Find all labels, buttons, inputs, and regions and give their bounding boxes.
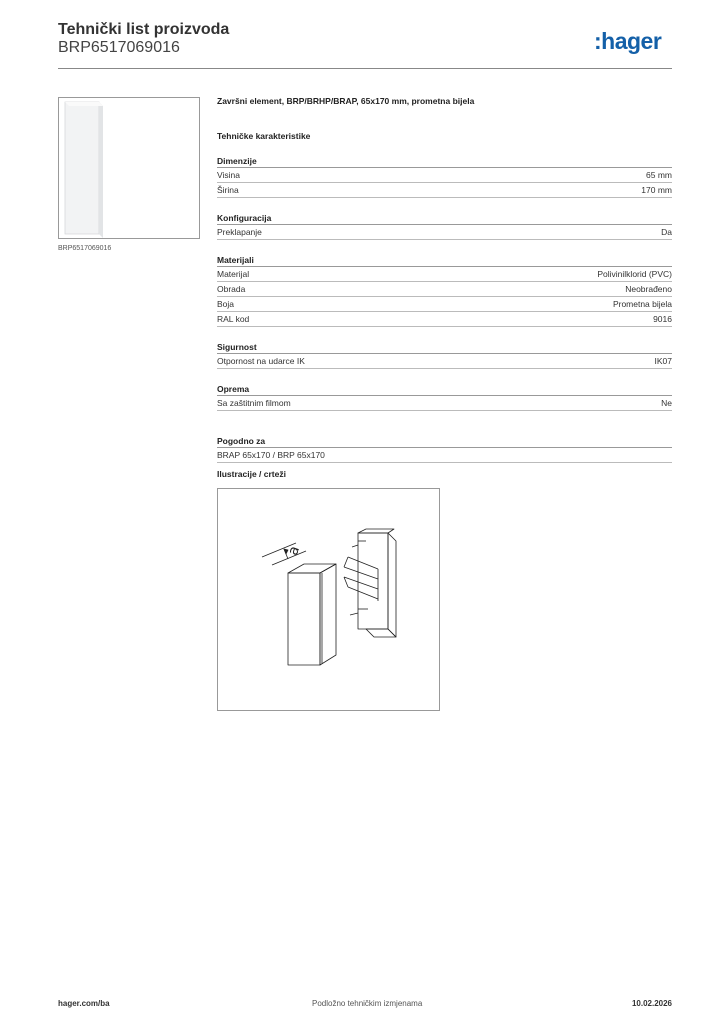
footer-date: 10.02.2026 [631, 999, 672, 1008]
dimension-label: a [285, 543, 304, 558]
footer-notice: Podložno tehničkim izmjenama [312, 999, 423, 1008]
group-heading: Pogodno za [217, 435, 672, 448]
spec-group-configuration [217, 212, 672, 240]
spec-row: RAL kod 9016 [217, 312, 672, 327]
spec-row: Preklapanje Da [217, 225, 672, 240]
product-code: BRP6517069016 [58, 39, 180, 56]
hager-logo: :hager [594, 28, 662, 54]
group-heading: Sigurnost [217, 341, 672, 354]
spec-group-dimensions [217, 155, 672, 198]
end-cap-image [59, 98, 199, 238]
spec-row: Širina 170 mm [217, 183, 672, 198]
spec-row: Otpornost na udarce IK IK07 [217, 354, 672, 369]
end-cap-back [358, 533, 388, 629]
spec-group-materials [217, 254, 672, 327]
technical-drawing [218, 489, 439, 710]
product-thumbnail [58, 97, 200, 239]
spec-group-safety [217, 341, 672, 369]
spec-column [217, 96, 672, 463]
footer-website[interactable]: hager.com/ba [58, 999, 110, 1008]
spec-row: Obrada Neobrađeno [217, 282, 672, 297]
spec-row: Boja Prometna bijela [217, 297, 672, 312]
document-title: Tehnički list proizvoda [58, 21, 230, 38]
group-heading: Oprema [217, 383, 672, 396]
illustration-frame [217, 488, 440, 711]
spec-group-equipment [217, 383, 672, 411]
spec-row: Sa zaštitnim filmom Ne [217, 396, 672, 411]
tech-features-heading: Tehničke karakteristike [217, 131, 311, 141]
group-heading: Materijali [217, 254, 672, 267]
end-cap-front [288, 573, 320, 665]
header-divider [58, 68, 672, 69]
group-heading: Dimenzije [217, 155, 672, 168]
thumbnail-caption: BRP6517069016 [58, 245, 112, 252]
group-heading: Konfiguracija [217, 212, 672, 225]
spec-row: BRAP 65x170 / BRP 65x170 [217, 448, 672, 463]
spec-row: Materijal Polivinilklorid (PVC) [217, 267, 672, 282]
product-description: Završni element, BRP/BRHP/BRAP, 65x170 mm, prometna bijela [217, 96, 475, 106]
spec-row: Visina 65 mm [217, 168, 672, 183]
spec-group-suitable-for [217, 435, 672, 463]
illustrations-heading: Ilustracije / crteži [217, 469, 286, 479]
